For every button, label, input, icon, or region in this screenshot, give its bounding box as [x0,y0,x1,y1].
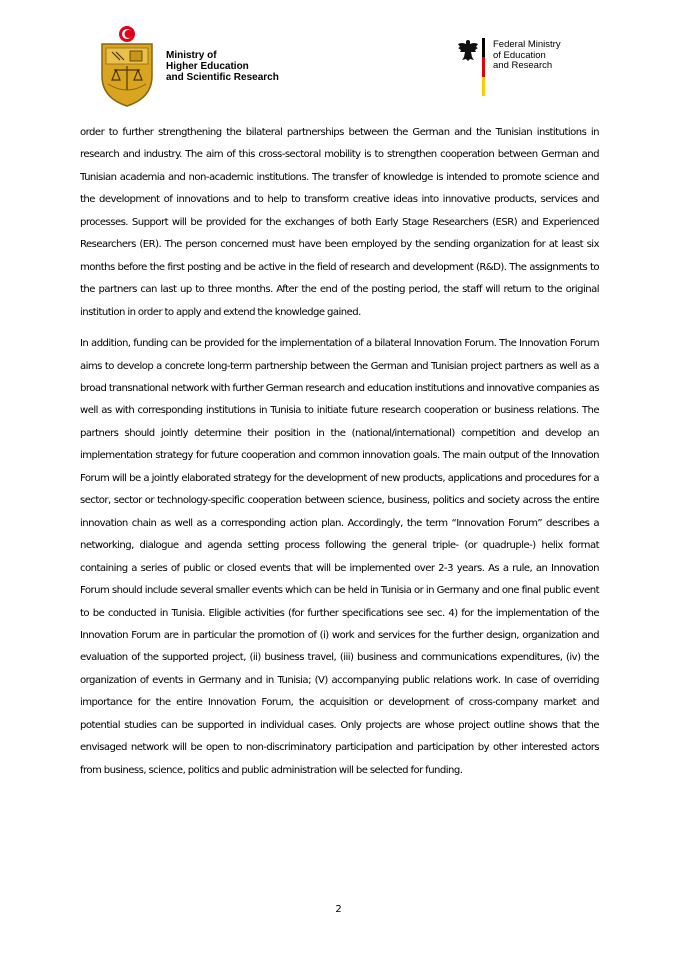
german-flag-stripe [482,38,485,96]
page-number: 2 [335,904,342,915]
german-ministry-name [493,40,561,72]
tunisia-ministry-line-3: and Scientific Research [166,72,279,83]
german-ministry-line-3: and Research [493,60,553,71]
tunisia-ministry-name [166,50,279,83]
body-paragraph-2: In addition, funding can be provided for the implementation of a bilateral Innovation Forum. The Innovation Forum aims to develop a concrete long-term partnership between the German and Tunisian project partners as well as a broad transnational network with further German research and education institutions and innovative companies as well as with corresponding institutions in Tunisia to initiate future research cooperation or business relations. The partners should jointly determine their position in the (national/international) competition and develop an implementation strategy for future cooperation and common innovation goals. The main output of the Innovation Forum will be a jointly elaborated strategy for the development of new products, applications and procedures for a sector, sector or technology-specific cooperation between science, business, politics and society across the entire innovation chain as well as a corresponding action plan. Accordingly, the term “Innovation Forum” describes a networking, dialogue and agenda setting process following the general triple- (or quadruple-) helix format containing a series of public or closed events that will be implemented over 2-3 years. As a rule, an Innovation Forum should include several smaller events which can be held in Tunisia or in Germany and one final public event to be conducted in Tunisia. Eligible activities (for further specifications see sec. 4) for the implementation of the Innovation Forum are in particular the promotion of (i) work and services for the further design, organization and evaluation of the supported project, (ii) business travel, (iii) business and communications expenditures, (iv) the organization of events in Germany and in Tunisia; (V) accompanying public relations work. In case of overriding importance for the entire Innovation Forum, the acquisition or development of cross-company market and potential studies can be supported in individual cases. Only projects are whose project outline shows that the envisaged network will be open to non-discriminatory participation and participation by other interested actors from business, science, politics and public administration will be selected for funding. [80,338,599,776]
tunisia-ministry-line-2: Higher Education [166,61,249,72]
body-paragraph-1: order to further strengthening the bilateral partnerships between the German and the Tunisian institutions in research and industry. The aim of this cross-sectoral mobility is to strengthen cooperation between German and Tunisian academia and non-academic institutions. The transfer of knowledge is intended to promote science and the development of innovations and to help to transform creative ideas into innovative products, services and processes. Support will be provided for the exchanges of both Early Stage Researchers (ESR) and Experienced Researchers (ER). The person concerned must have been employed by the sending organization for at least six months before the first posting and be active in the field of research and development (R&D). The assignments to the partners can last up to three months. After the end of the posting period, the staff will return to the original institution in order to apply and extend the knowledge gained. [80,127,599,318]
page-header [0,0,677,115]
german-ministry-line-2: of Education [493,49,546,61]
tunisia-ministry-line-1: Ministry of [166,50,217,61]
german-federal-eagle-icon [457,38,479,62]
german-ministry-line-1: Federal Ministry [493,39,561,50]
document-body [80,122,599,782]
tunisia-coat-of-arms-icon [94,24,160,108]
